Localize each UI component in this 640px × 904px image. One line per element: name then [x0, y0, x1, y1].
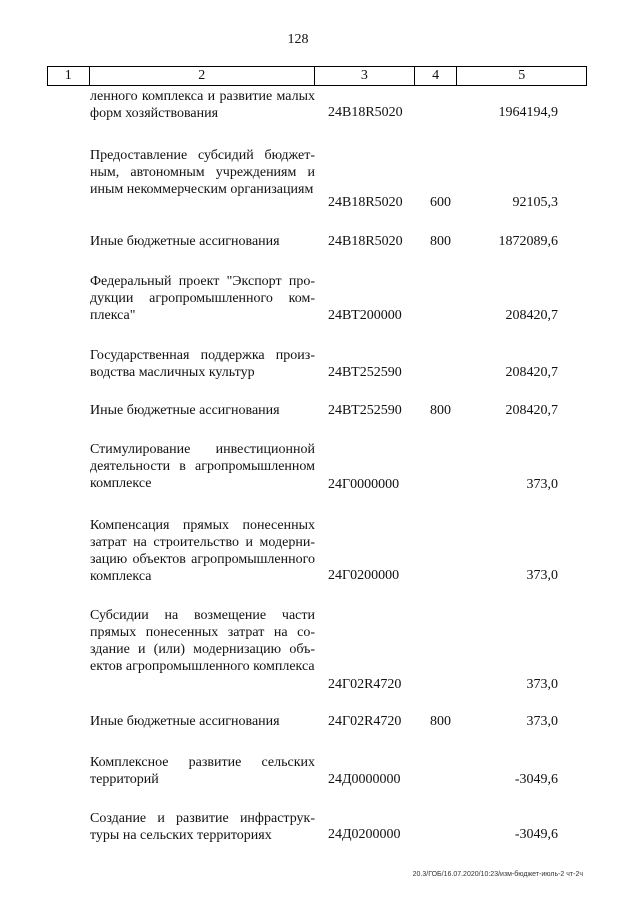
row-type: 800 — [430, 714, 451, 729]
row-amount: -3049,6 — [514, 827, 558, 842]
row-amount: 92105,3 — [512, 195, 558, 210]
row-name: ленного комплекса и развитие малых форм хозяйствования — [90, 89, 315, 121]
column-header-5: 5 — [457, 67, 587, 86]
row-name: Иные бюджетные ассигнования — [90, 403, 280, 418]
row-type: 800 — [430, 403, 451, 418]
row-code: 24Г0000000 — [328, 477, 400, 492]
column-header-1: 1 — [48, 67, 90, 86]
row-amount: -3049,6 — [514, 772, 558, 787]
row-name: Создание и развитие инфраструктуры на сельских территориях — [90, 811, 315, 843]
row-code: 24Г0200000 — [328, 568, 400, 583]
row-code: 24В18R5020 — [328, 234, 403, 249]
row-name: Комплексное развитие сельских территорий — [90, 755, 315, 787]
row-amount: 373,0 — [526, 714, 558, 729]
row-name: Предоставление субсидий бюджетным, автономным учреждениям и иным некоммерческим организациям — [90, 148, 315, 197]
row-amount: 208420,7 — [505, 365, 558, 380]
column-header-table — [47, 66, 587, 86]
row-code: 24Г02R4720 — [328, 714, 402, 729]
row-code: 24В18R5020 — [328, 105, 403, 120]
row-amount: 373,0 — [526, 568, 558, 583]
row-code: 24В18R5020 — [328, 195, 403, 210]
row-name: Субсидии на возмещение части прямых понесенных затрат на создание и (или) модернизацию объектов агропромышленного комплекса — [90, 608, 315, 674]
row-type: 600 — [430, 195, 451, 210]
column-header-row — [48, 67, 587, 86]
row-amount: 1872089,6 — [498, 234, 558, 249]
row-code: 24Д0200000 — [328, 827, 401, 842]
row-name: Федеральный проект "Экспорт продукции агропромышленного комплекса" — [90, 274, 315, 323]
column-header-4: 4 — [414, 67, 457, 86]
row-code: 24ВТ200000 — [328, 308, 402, 323]
column-header-3: 3 — [314, 67, 414, 86]
row-name: Иные бюджетные ассигнования — [90, 714, 280, 729]
document-footer-code: 20.3/ГОБ/16.07.2020/10:23/изм-бюджет-июль-2 чт-2ч — [412, 871, 583, 878]
row-code: 24Д0000000 — [328, 772, 401, 787]
row-amount: 208420,7 — [505, 403, 558, 418]
row-amount: 373,0 — [526, 677, 558, 692]
row-code: 24ВТ252590 — [328, 365, 402, 380]
row-amount: 373,0 — [526, 477, 558, 492]
row-amount: 1964194,9 — [498, 105, 558, 120]
row-code: 24ВТ252590 — [328, 403, 402, 418]
row-type: 800 — [430, 234, 451, 249]
row-name: Государственная поддержка производства масличных культур — [90, 348, 315, 380]
row-code: 24Г02R4720 — [328, 677, 402, 692]
column-header-2: 2 — [89, 67, 314, 86]
row-amount: 208420,7 — [505, 308, 558, 323]
row-name: Иные бюджетные ассигнования — [90, 234, 280, 249]
row-name: Компенсация прямых понесенных затрат на строительство и модернизацию объектов агропромышленного комплекса — [90, 518, 315, 584]
row-name: Стимулирование инвестиционной деятельности в агропромышленном комплексе — [90, 442, 315, 491]
page-number: 128 — [287, 32, 309, 47]
